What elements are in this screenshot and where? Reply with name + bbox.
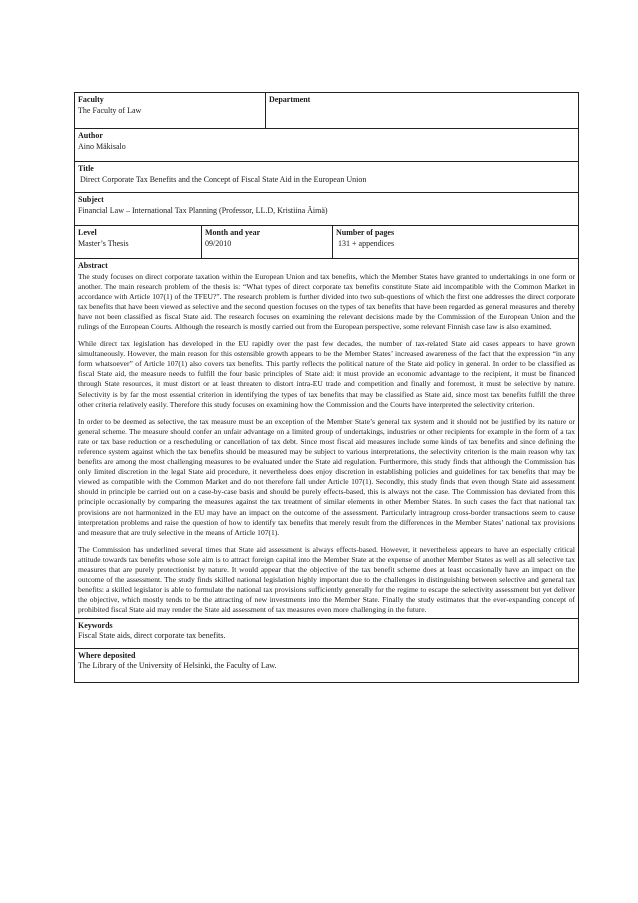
title-row [75,161,578,192]
subject-cell [75,193,578,225]
department-cell [265,93,578,128]
deposited-cell [75,649,578,682]
deposited-value: The Library of the University of Helsinki, the Faculty of Law. [78,661,277,670]
level-cell [75,226,201,258]
abstract-label: Abstract [78,261,108,270]
abstract-cell [75,259,578,618]
level-date-pages-row [75,225,578,258]
department-label: Department [269,95,311,104]
pages-cell [332,226,578,258]
author-row [75,128,578,161]
faculty-value: The Faculty of Law [78,105,142,115]
faculty-label: Faculty [78,95,104,104]
pages-value: 131 + appendices [336,238,395,248]
level-value: Master’s Thesis [78,238,129,248]
author-label: Author [78,131,103,140]
abstract-row [75,258,578,618]
subject-label: Subject [78,195,104,204]
faculty-department-row [75,93,578,128]
month-year-cell [201,226,332,258]
abstract-paragraph: In order to be deemed as selective, the tax measure must be an exception of the Member State’s general tax system and it should not be justified by its nature or general scheme. The measure should confer an unfair advantage on a limited group of undertakings, industries or other recipients for example in the form of a tax rate or tax base reduction or a rescheduling or cancellation of tax debt. Since most fiscal aid measures include some kinds of tax benefits and since defining the reference system against which the tax benefits should be measured may be subject to various interpretations, the selectivity criterion is the main reason why tax benefits are among the most challenging measures to be evaluated under the State aid regulation. Furthermore, this study finds that although the Commission has only limited discretion in the legal State aid procedure, it nevertheless does enjoy discretion in establishing policies and guidelines for tax benefits that may be viewed as compatible with the Common Market and do not therefore fall under Article 107(1). Secondly, this study finds that even though State aid assessment should in principle be carried out on a case-by-case basis and should be purely effects-based, this is always not the case. The Commission has deviated from this principle occasionally by comparing the measures against the tax treatment of similar elements in other Member States. In such cases the fact that national tax provisions are not harmonized in the EU may have an impact on the outcome of the assessment. Particularly intragroup cross-border transactions seem to cause interpretation problems and raise the question of how to identify tax benefits that merely result from the differences in the Member States’ national tax provisions and measure that are truly selective in the means of Article 107(1). [78,417,575,537]
subject-value: Financial Law – International Tax Planning (Professor, LL.D, Kristiina Äimä) [78,205,328,215]
deposited-label: Where deposited [78,650,136,660]
faculty-cell [75,93,265,128]
abstract-paragraph: The study focuses on direct corporate taxation within the European Union and tax benefits, which the Member States have granted to undertakings in one form or another. The main research problem of the thesis is: “What types of direct corporate tax benefits constitute State aid incompatible with the Common Market in accordance with Article 107(1) of the TFEU?”. The research problem is further divided into two sub-questions of which the first one addresses the direct corporate tax benefits that have been viewed as selective and the second question focuses on the types of tax benefits that have been regarded as general measures and thereby have not been classified as fiscal State aid. The research focuses on examining the relevant decisions made by the Commission of the European Union and the rulings of the European Courts. Although the research is mostly carried out from the European perspective, some relevant Finnish case law is also examined. [78,271,575,331]
title-label: Title [78,164,94,173]
pages-label: Number of pages [336,228,395,237]
month-year-label: Month and year [205,228,261,237]
keywords-label: Keywords [78,620,113,630]
month-year-value: 09/2010 [205,238,232,248]
title-cell [75,162,578,192]
abstract-paragraph: While direct tax legislation has developed in the EU rapidly over the past few decades, the number of tax-related State aid cases appears to have grown simultaneously. However, the main reason for this ostensible growth appears to be the Member States’ increased awareness of the fact that the expression “in any form whatsoever” of Article 107(1) also covers tax benefits. This partly reflects the political nature of the State aid policy in general. In order to be classified as fiscal State aid, the measure needs to fulfill the four basic principles of State aid: it must provide an economic advantage to the recipient, it must be financed through State resources, it must distort or at least threaten to distort intra-EU trade and competition and finally and foremost, it must be selective by nature. Selectivity is by far the most essential criterion in identifying the types of tax benefits that may be classified as State aid, since most tax benefits fulfill the three other criteria relatively easily. Therefore this study focuses on examining how the Commission and the Courts have interpreted the selectivity criterion. [78,339,575,409]
author-value: Aino Mäkisalo [78,141,126,151]
keywords-cell [75,619,578,648]
level-label: Level [78,228,97,237]
deposited-row [75,648,578,682]
keywords-value: Fiscal State aids, direct corporate tax benefits. [78,631,226,640]
title-value: Direct Corporate Tax Benefits and the Concept of Fiscal State Aid in the European Union [78,174,367,184]
thesis-abstract-form [74,92,579,683]
abstract-paragraph: The Commission has underlined several times that State aid assessment is always effects-based. However, it nevertheless appears to have an especially critical attitude towards tax benefits whose sole aim is to attract foreign capital into the Member State at the expense of another Member States as well as all selective tax measures that are purely protectionist by nature. It would appear that the objective of the tax benefit scheme does at least occasionally have an impact on the outcome of the assessment. The study finds skilled national legislation highly important due to the challenges in distinguishing between selective and general tax benefits: a skilled legislator is able to formulate the national tax provisions sufficiently generally for the regime to escape the selectivity assessment but yet deliver the objective, which mostly tends to be the attracting of new investments into the Member State. Finally the study estimates that the ever-expanding concept of prohibited fiscal State aid may render the State aid assessment of tax measures even more challenging in the future. [78,545,575,615]
subject-row [75,192,578,225]
author-cell [75,129,578,161]
keywords-row [75,618,578,648]
